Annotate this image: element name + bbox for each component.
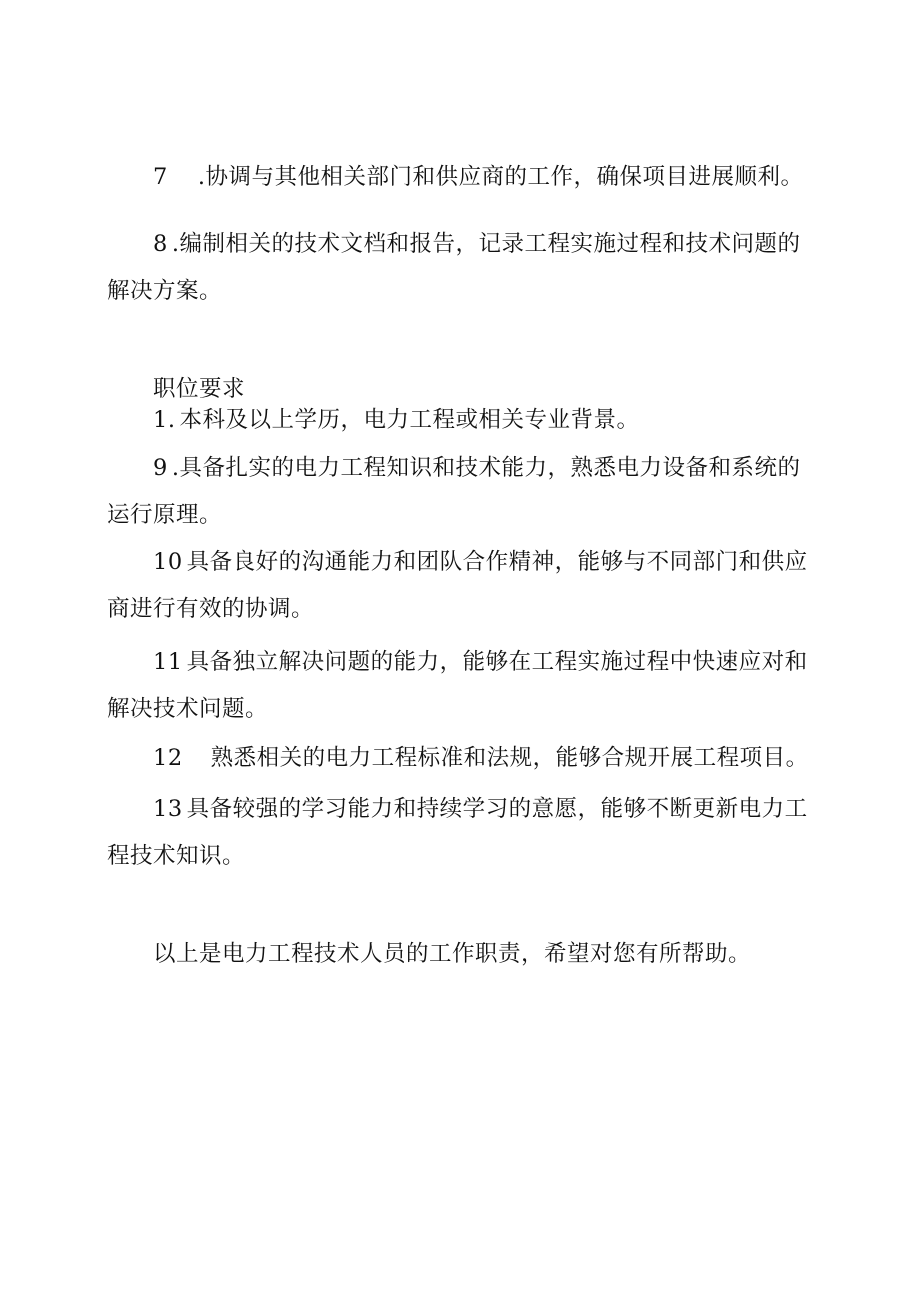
item-number: 11 xyxy=(153,649,183,675)
requirement-item xyxy=(153,547,808,577)
item-number: 9 xyxy=(153,455,168,481)
item-text: .编制相关的技术文档和报告，记录工程实施过程和技术问题的 xyxy=(171,231,801,257)
requirement-item xyxy=(153,405,639,435)
list-item xyxy=(153,229,800,259)
item-text: .具备扎实的电力工程知识和技术能力，熟悉电力设备和系统的 xyxy=(171,455,801,481)
section-title: 职位要求 xyxy=(153,376,246,402)
item-text: 具备良好的沟通能力和团队合作精神，能够与不同部门和供应 xyxy=(186,549,808,575)
requirement-continuation: 解决技术问题。 xyxy=(107,696,269,722)
closing-text: 以上是电力工程技术人员的工作职责，希望对您有所帮助。 xyxy=(153,941,752,967)
requirement-continuation: 商进行有效的协调。 xyxy=(107,596,315,622)
item-number: 12 xyxy=(153,745,183,771)
item-text: 熟悉相关的电力工程标准和法规，能够合规开展工程项目。 xyxy=(210,745,809,771)
requirement-item xyxy=(153,647,808,677)
item-text: 具备较强的学习能力和持续学习的意愿，能够不断更新电力工 xyxy=(186,796,808,822)
item-number: 13 xyxy=(153,796,183,822)
requirement-item xyxy=(153,743,809,773)
list-item-continuation: 解决方案。 xyxy=(107,278,223,304)
item-number: 8 xyxy=(153,231,168,257)
requirement-continuation: 运行原理。 xyxy=(107,502,223,528)
item-number: 1. xyxy=(153,407,176,433)
item-number: 7 xyxy=(153,164,168,190)
item-text: 本科及以上学历，电力工程或相关专业背景。 xyxy=(179,407,640,433)
requirement-item xyxy=(153,453,800,483)
item-number: 10 xyxy=(153,549,183,575)
list-item xyxy=(153,162,803,192)
item-text: .协调与其他相关部门和供应商的工作，确保项目进展顺利。 xyxy=(197,164,804,190)
item-text: 具备独立解决问题的能力，能够在工程实施过程中快速应对和 xyxy=(186,649,808,675)
requirement-item xyxy=(153,794,808,824)
requirement-continuation: 程技术知识。 xyxy=(107,843,246,869)
